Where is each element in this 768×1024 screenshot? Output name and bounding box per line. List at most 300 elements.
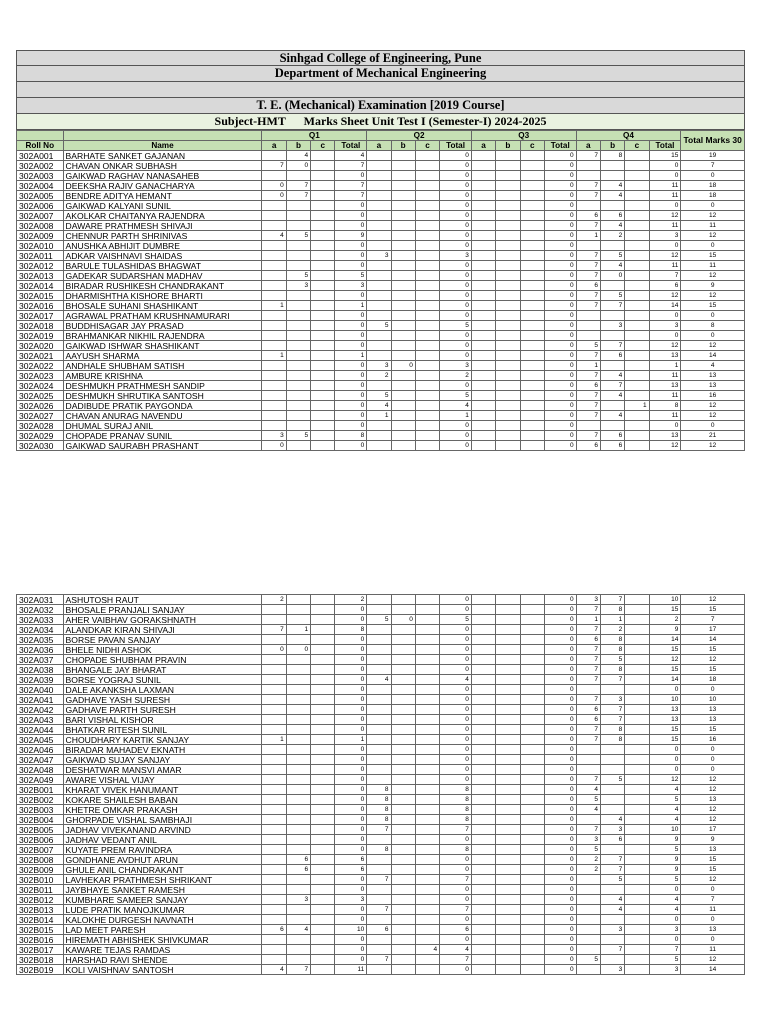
score-cell: 0 [262, 181, 286, 191]
score-cell: 7 [576, 431, 600, 441]
score-cell [311, 925, 335, 935]
score-cell [471, 261, 495, 271]
score-cell [415, 421, 439, 431]
name-cell: AAYUSH SHARMA [63, 351, 262, 361]
roll-no-cell: 302A041 [17, 695, 64, 705]
score-cell [286, 915, 310, 925]
score-cell [262, 755, 286, 765]
total-marks-cell: 14 [681, 351, 745, 361]
score-cell [367, 311, 391, 321]
roll-no-cell: 302B012 [17, 895, 64, 905]
score-cell: 7 [649, 271, 681, 281]
score-cell: 7 [367, 955, 391, 965]
score-cell [520, 401, 544, 411]
score-cell [520, 685, 544, 695]
score-cell [625, 905, 649, 915]
score-cell [415, 271, 439, 281]
total-marks-cell: 13 [681, 381, 745, 391]
score-cell [415, 635, 439, 645]
score-cell [471, 301, 495, 311]
score-cell: 0 [440, 915, 472, 925]
score-cell [496, 151, 520, 161]
score-cell [520, 855, 544, 865]
score-cell: 5 [649, 795, 681, 805]
score-cell [625, 241, 649, 251]
score-cell [520, 725, 544, 735]
score-cell [367, 231, 391, 241]
name-cell: BARI VISHAL KISHOR [63, 715, 262, 725]
name-cell: CHOPADE PRANAV SUNIL [63, 431, 262, 441]
score-cell [262, 331, 286, 341]
score-cell [520, 745, 544, 755]
score-cell [496, 605, 520, 615]
score-cell [391, 955, 415, 965]
score-cell: 0 [335, 391, 367, 401]
score-cell [286, 655, 310, 665]
score-cell: 0 [286, 645, 310, 655]
roll-no-cell: 302A037 [17, 655, 64, 665]
name-cell: GADHAVE YASH SURESH [63, 695, 262, 705]
score-cell [415, 231, 439, 241]
score-cell [311, 965, 335, 975]
total-marks-cell: 15 [681, 865, 745, 875]
score-cell [625, 945, 649, 955]
roll-no-cell: 302A015 [17, 291, 64, 301]
score-cell: 0 [440, 431, 472, 441]
score-cell [391, 685, 415, 695]
score-cell: 8 [600, 151, 624, 161]
score-cell: 10 [649, 595, 681, 605]
score-cell: 10 [649, 825, 681, 835]
score-cell [496, 955, 520, 965]
score-cell: 1 [262, 735, 286, 745]
score-cell [415, 201, 439, 211]
score-cell [415, 331, 439, 341]
score-cell: 0 [544, 271, 576, 281]
score-cell: 9 [649, 835, 681, 845]
name-cell: JAYBHAYE SANKET RAMESH [63, 885, 262, 895]
score-cell [367, 421, 391, 431]
score-cell [625, 875, 649, 885]
score-cell: 0 [335, 795, 367, 805]
score-cell: 0 [335, 915, 367, 925]
score-cell [520, 615, 544, 625]
total-marks-cell: 17 [681, 825, 745, 835]
score-cell [311, 705, 335, 715]
score-cell [471, 401, 495, 411]
score-cell: 8 [440, 815, 472, 825]
score-cell: 7 [576, 675, 600, 685]
score-cell [471, 411, 495, 421]
score-cell [262, 361, 286, 371]
score-cell: 3 [576, 595, 600, 605]
score-cell [471, 251, 495, 261]
score-cell: 4 [600, 371, 624, 381]
table-row [17, 431, 745, 441]
score-cell [262, 635, 286, 645]
score-cell [286, 685, 310, 695]
score-cell [471, 715, 495, 725]
total-marks-cell: 0 [681, 885, 745, 895]
score-cell [471, 885, 495, 895]
score-cell [625, 331, 649, 341]
score-cell [367, 895, 391, 905]
score-cell [262, 371, 286, 381]
score-cell [311, 825, 335, 835]
score-cell [496, 361, 520, 371]
name-cell: CHAVAN ANURAG NAVENDU [63, 411, 262, 421]
score-cell [496, 715, 520, 725]
total-marks-cell: 12 [681, 441, 745, 451]
score-cell [311, 291, 335, 301]
score-cell: 0 [544, 361, 576, 371]
score-cell: 7 [576, 825, 600, 835]
score-cell [625, 311, 649, 321]
score-cell [520, 935, 544, 945]
score-cell [471, 755, 495, 765]
score-cell [286, 311, 310, 321]
name-cell: HARSHAD RAVI SHENDE [63, 955, 262, 965]
score-cell: 7 [576, 221, 600, 231]
score-cell: 0 [544, 755, 576, 765]
score-cell [471, 201, 495, 211]
score-cell [391, 875, 415, 885]
score-cell [471, 895, 495, 905]
score-cell: 4 [262, 965, 286, 975]
roll-no-cell: 302B001 [17, 785, 64, 795]
score-cell: 0 [440, 665, 472, 675]
score-cell [520, 795, 544, 805]
score-cell: 4 [600, 895, 624, 905]
table-row [17, 775, 745, 785]
score-cell [496, 595, 520, 605]
score-cell [625, 955, 649, 965]
score-cell [262, 241, 286, 251]
score-cell: 4 [600, 191, 624, 201]
score-cell [415, 431, 439, 441]
score-cell: 0 [544, 725, 576, 735]
score-cell: 11 [335, 965, 367, 975]
score-cell [367, 171, 391, 181]
score-cell: 0 [544, 945, 576, 955]
score-cell: 0 [335, 311, 367, 321]
roll-no-cell: 302A007 [17, 211, 64, 221]
roll-no-cell: 302A021 [17, 351, 64, 361]
score-cell [286, 595, 310, 605]
score-cell: 0 [544, 615, 576, 625]
roll-no-cell: 302B017 [17, 945, 64, 955]
score-cell: 0 [440, 261, 472, 271]
score-cell: 1 [262, 351, 286, 361]
score-cell: 6 [576, 441, 600, 451]
score-cell: 0 [335, 201, 367, 211]
score-cell [496, 291, 520, 301]
exam-title: T. E. (Mechanical) Examination [2019 Course] [16, 98, 745, 114]
score-cell [600, 171, 624, 181]
score-cell: 3 [600, 825, 624, 835]
total-marks-cell: 15 [681, 645, 745, 655]
score-cell [367, 755, 391, 765]
score-cell: 0 [335, 211, 367, 221]
score-cell: 0 [440, 331, 472, 341]
score-cell: 12 [649, 341, 681, 351]
table-body-continued [17, 595, 745, 975]
score-cell [496, 181, 520, 191]
roll-no-cell: 302A030 [17, 441, 64, 451]
score-cell [576, 331, 600, 341]
table-row [17, 855, 745, 865]
score-cell: 4 [262, 231, 286, 241]
score-cell [471, 341, 495, 351]
score-cell [520, 231, 544, 241]
score-cell: 0 [544, 715, 576, 725]
score-cell [600, 885, 624, 895]
score-cell: 9 [335, 231, 367, 241]
table-row [17, 191, 745, 201]
score-cell [367, 221, 391, 231]
score-cell: 0 [649, 161, 681, 171]
score-cell [311, 181, 335, 191]
score-cell [286, 351, 310, 361]
name-cell: BUDDHISAGAR JAY PRASAD [63, 321, 262, 331]
roll-no-cell: 302B008 [17, 855, 64, 865]
score-cell [311, 595, 335, 605]
score-cell: 0 [544, 925, 576, 935]
roll-no-cell: 302A042 [17, 705, 64, 715]
score-cell [311, 211, 335, 221]
total-marks-cell: 12 [681, 271, 745, 281]
score-cell [496, 735, 520, 745]
roll-no-cell: 302A010 [17, 241, 64, 251]
score-cell: 0 [335, 675, 367, 685]
score-cell: 0 [335, 441, 367, 451]
score-cell [576, 241, 600, 251]
score-cell [286, 775, 310, 785]
score-cell: 0 [335, 745, 367, 755]
score-cell: 12 [649, 291, 681, 301]
table-row [17, 615, 745, 625]
score-cell [262, 381, 286, 391]
score-cell [625, 281, 649, 291]
score-cell: 5 [286, 431, 310, 441]
score-cell [471, 825, 495, 835]
score-cell [286, 935, 310, 945]
total-marks-cell: 0 [681, 685, 745, 695]
score-cell: 7 [600, 705, 624, 715]
table-row [17, 665, 745, 675]
score-cell [520, 351, 544, 361]
score-cell: 0 [544, 675, 576, 685]
score-cell: 5 [600, 251, 624, 261]
score-cell [415, 725, 439, 735]
score-cell [286, 615, 310, 625]
score-cell [415, 845, 439, 855]
score-cell: 0 [544, 805, 576, 815]
score-cell: 0 [544, 765, 576, 775]
score-cell [286, 825, 310, 835]
score-cell [311, 735, 335, 745]
score-cell: 0 [335, 825, 367, 835]
score-cell: 7 [576, 301, 600, 311]
score-cell [262, 665, 286, 675]
name-cell: KAWARE TEJAS RAMDAS [63, 945, 262, 955]
table-row [17, 695, 745, 705]
score-cell: 0 [335, 935, 367, 945]
total-marks-cell: 12 [681, 815, 745, 825]
score-cell [520, 421, 544, 431]
score-cell: 0 [440, 351, 472, 361]
score-cell [520, 815, 544, 825]
score-cell: 4 [335, 151, 367, 161]
score-cell [286, 331, 310, 341]
table-row [17, 331, 745, 341]
score-cell [625, 855, 649, 865]
table-header [17, 131, 745, 151]
score-cell [391, 865, 415, 875]
score-cell: 4 [440, 401, 472, 411]
score-cell [471, 321, 495, 331]
score-cell [496, 875, 520, 885]
score-cell [367, 191, 391, 201]
score-cell [471, 431, 495, 441]
score-cell [576, 905, 600, 915]
score-cell [471, 271, 495, 281]
score-cell [415, 321, 439, 331]
score-cell [391, 201, 415, 211]
score-cell [625, 635, 649, 645]
score-cell: 3 [600, 321, 624, 331]
score-cell [262, 615, 286, 625]
score-cell: 1 [335, 735, 367, 745]
score-cell [311, 431, 335, 441]
score-cell: 11 [649, 371, 681, 381]
score-cell: 7 [649, 945, 681, 955]
score-cell: 4 [576, 785, 600, 795]
table-row [17, 221, 745, 231]
score-cell: 0 [335, 635, 367, 645]
score-cell: 0 [544, 685, 576, 695]
score-cell: 7 [576, 351, 600, 361]
score-cell [496, 231, 520, 241]
score-cell [415, 665, 439, 675]
q1-total-header: Total [335, 141, 367, 151]
total-marks-cell: 9 [681, 281, 745, 291]
score-cell: 0 [335, 615, 367, 625]
score-cell: 11 [649, 191, 681, 201]
score-cell [286, 675, 310, 685]
score-cell [391, 895, 415, 905]
score-cell [576, 935, 600, 945]
roll-no-cell: 302A026 [17, 401, 64, 411]
roll-no-cell: 302B009 [17, 865, 64, 875]
score-cell [262, 955, 286, 965]
score-cell [311, 331, 335, 341]
total-marks-cell: 12 [681, 655, 745, 665]
score-cell [367, 705, 391, 715]
score-cell: 0 [335, 171, 367, 181]
score-cell: 3 [440, 251, 472, 261]
score-cell [367, 181, 391, 191]
score-cell [415, 825, 439, 835]
roll-no-cell: 302A034 [17, 625, 64, 635]
score-cell: 0 [544, 705, 576, 715]
score-cell [391, 151, 415, 161]
score-cell [391, 945, 415, 955]
score-cell [625, 705, 649, 715]
score-cell [496, 431, 520, 441]
score-cell [262, 885, 286, 895]
score-cell [471, 845, 495, 855]
score-cell: 0 [440, 625, 472, 635]
table-row [17, 321, 745, 331]
score-cell [576, 915, 600, 925]
score-cell: 0 [544, 965, 576, 975]
table-row [17, 151, 745, 161]
score-cell [415, 595, 439, 605]
score-cell [391, 905, 415, 915]
score-cell: 11 [649, 391, 681, 401]
score-cell: 1 [576, 231, 600, 241]
score-cell: 5 [649, 875, 681, 885]
score-cell [415, 715, 439, 725]
score-cell [311, 805, 335, 815]
score-cell [471, 371, 495, 381]
score-cell: 8 [367, 815, 391, 825]
score-cell [471, 875, 495, 885]
score-cell [367, 885, 391, 895]
table-row [17, 421, 745, 431]
name-cell: BENDRE ADITYA HEMANT [63, 191, 262, 201]
score-cell [391, 301, 415, 311]
score-cell [311, 371, 335, 381]
table-row [17, 161, 745, 171]
score-cell [391, 421, 415, 431]
score-cell: 8 [600, 635, 624, 645]
score-cell [391, 191, 415, 201]
table-row [17, 705, 745, 715]
score-cell: 12 [649, 775, 681, 785]
score-cell [286, 301, 310, 311]
score-cell [520, 965, 544, 975]
score-cell: 3 [576, 835, 600, 845]
score-cell [367, 595, 391, 605]
score-cell [625, 625, 649, 635]
score-cell [600, 421, 624, 431]
score-cell [496, 665, 520, 675]
score-cell: 9 [649, 855, 681, 865]
score-cell [625, 251, 649, 261]
score-cell [286, 291, 310, 301]
score-cell [625, 865, 649, 875]
score-cell [471, 945, 495, 955]
score-cell: 0 [440, 221, 472, 231]
score-cell: 6 [600, 835, 624, 845]
score-cell: 0 [544, 835, 576, 845]
score-cell [311, 725, 335, 735]
roll-no-cell: 302B002 [17, 795, 64, 805]
total-marks-cell: 11 [681, 221, 745, 231]
total-marks-cell: 19 [681, 151, 745, 161]
name-cell: KHARAT VIVEK HANUMANT [63, 785, 262, 795]
score-cell [311, 785, 335, 795]
score-cell [415, 261, 439, 271]
score-cell: 4 [600, 411, 624, 421]
score-cell [415, 381, 439, 391]
name-cell: GHULE ANIL CHANDRAKANT [63, 865, 262, 875]
score-cell: 0 [649, 745, 681, 755]
score-cell: 0 [440, 381, 472, 391]
score-cell [471, 595, 495, 605]
